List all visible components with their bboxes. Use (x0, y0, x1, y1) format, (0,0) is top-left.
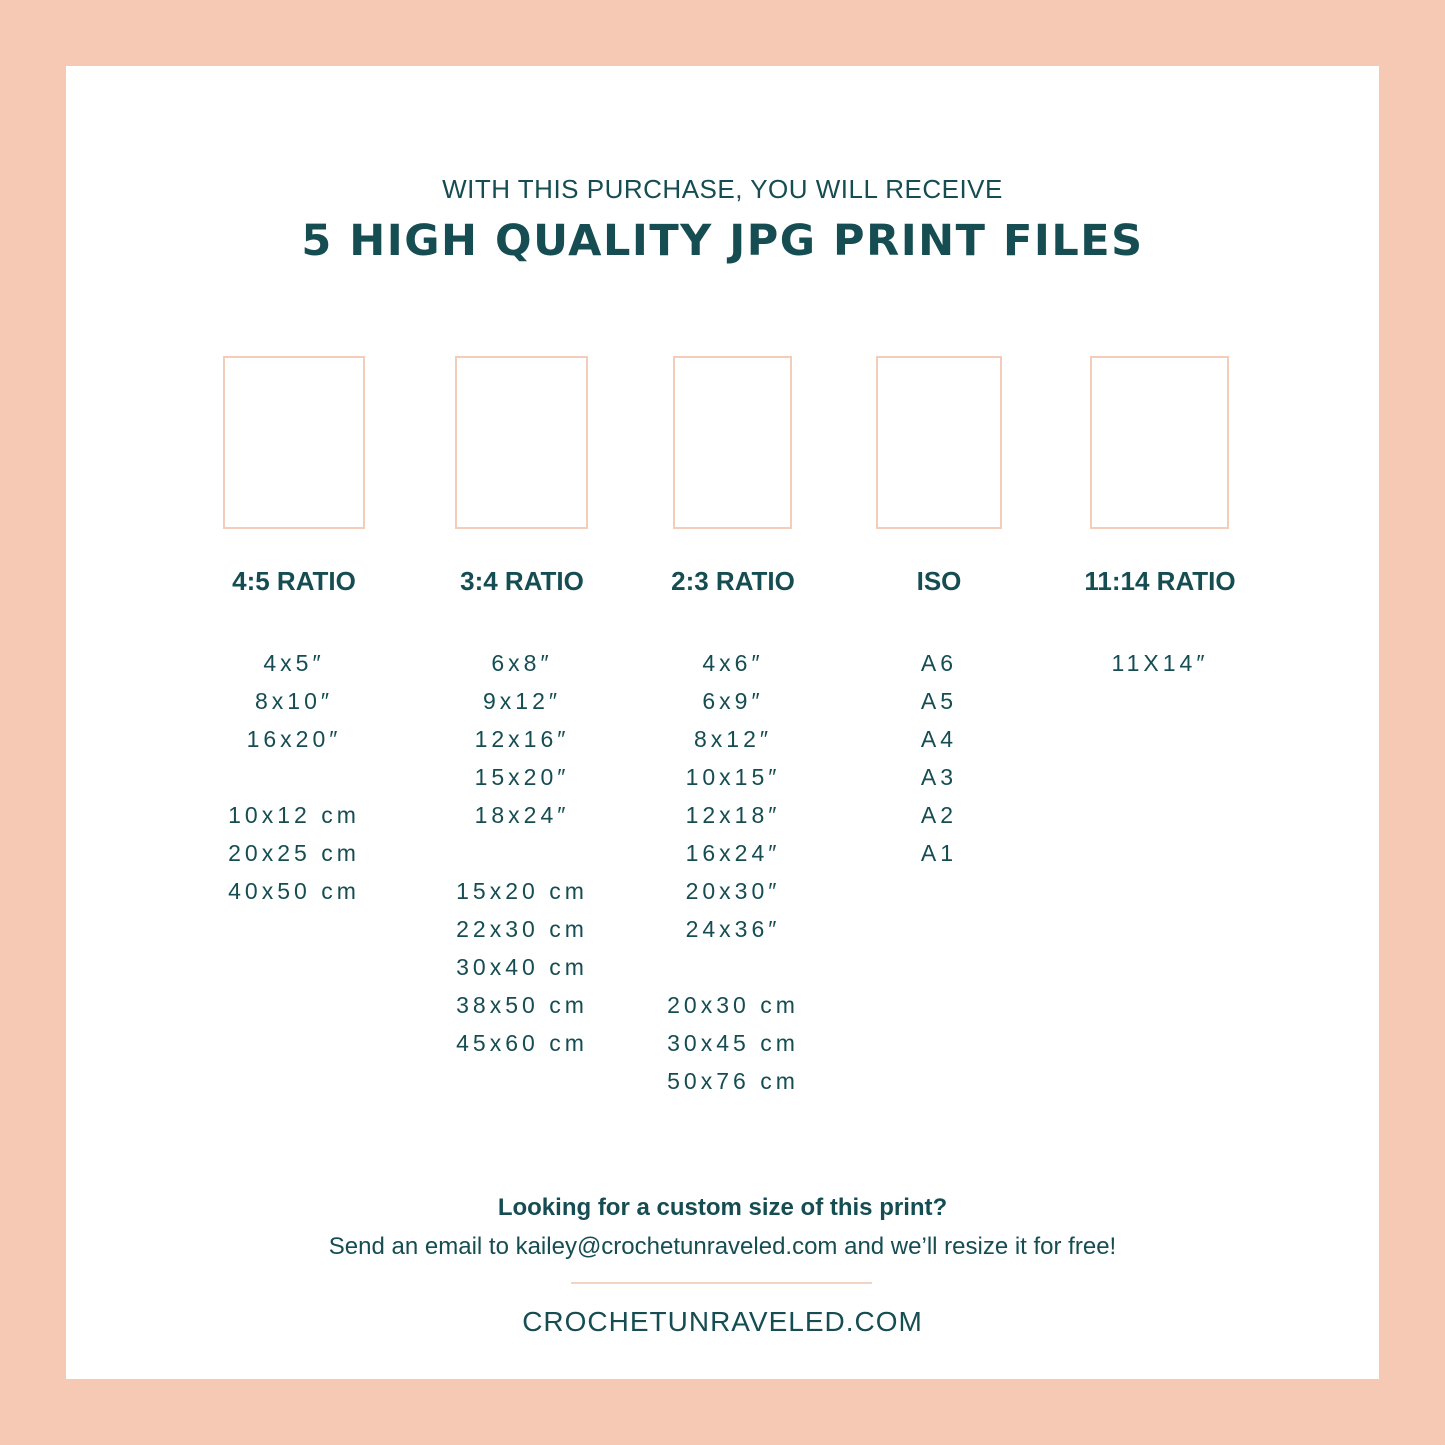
size-list-4-5 (184, 644, 404, 910)
custom-size-message: Send an email to kailey@crochetunraveled.com and we’ll resize it for free! (328, 1233, 1117, 1260)
size-item: 20x25 cm (228, 840, 360, 866)
frame-11-14 (1090, 356, 1229, 529)
size-item: 24x36″ (685, 916, 781, 942)
column-title-iso: ISO (916, 566, 962, 596)
size-item: 8x10″ (254, 688, 334, 714)
size-spacer (184, 758, 404, 796)
frame-iso (876, 356, 1002, 529)
size-item: 4x5″ (263, 650, 325, 676)
size-item: 16x24″ (685, 840, 781, 866)
divider (571, 1282, 872, 1284)
column-title-3-4: 3:4 RATIO (460, 566, 584, 596)
size-item: 18x24″ (474, 802, 570, 828)
page-title: 5 HIGH QUALITY JPG PRINT FILES (301, 216, 1144, 266)
column-title-2-3: 2:3 RATIO (671, 566, 795, 596)
size-item: 30x45 cm (667, 1030, 799, 1056)
size-item: 12x16″ (474, 726, 570, 752)
size-item: 15x20″ (474, 764, 570, 790)
size-list-2-3 (623, 644, 843, 1100)
size-item: 6x9″ (702, 688, 764, 714)
size-item: 22x30 cm (456, 916, 588, 942)
size-list-3-4 (412, 644, 632, 1062)
size-item: A2 (920, 802, 958, 828)
kicker-text: WITH THIS PURCHASE, YOU WILL RECEIVE (442, 174, 1003, 204)
size-list-iso (829, 644, 1049, 872)
info-card (66, 66, 1379, 1379)
size-item: A4 (920, 726, 958, 752)
size-item: 16x20″ (246, 726, 342, 752)
size-item: 30x40 cm (456, 954, 588, 980)
size-item: A3 (920, 764, 958, 790)
frame-3-4 (455, 356, 588, 529)
size-item: 50x76 cm (667, 1068, 799, 1094)
size-item: 20x30″ (685, 878, 781, 904)
size-item: 4x6″ (702, 650, 764, 676)
size-item: 15x20 cm (456, 878, 588, 904)
column-title-4-5: 4:5 RATIO (232, 566, 356, 596)
size-item: 10x12 cm (228, 802, 360, 828)
size-spacer (623, 948, 843, 986)
size-item: 38x50 cm (456, 992, 588, 1018)
size-list-11-14 (1050, 644, 1270, 682)
size-item: 9x12″ (482, 688, 562, 714)
column-title-11-14: 11:14 RATIO (1084, 566, 1236, 596)
frame-4-5 (223, 356, 365, 529)
size-item: 6x8″ (491, 650, 553, 676)
size-spacer (412, 834, 632, 872)
size-item: 8x12″ (693, 726, 773, 752)
frame-2-3 (673, 356, 792, 529)
size-item: A5 (920, 688, 958, 714)
size-item: A6 (920, 650, 958, 676)
custom-size-question: Looking for a custom size of this print? (497, 1194, 948, 1221)
size-item: A1 (920, 840, 958, 866)
size-item: 12x18″ (685, 802, 781, 828)
size-item: 10x15″ (685, 764, 781, 790)
size-item: 40x50 cm (228, 878, 360, 904)
size-item: 11X14″ (1111, 650, 1209, 676)
size-item: 20x30 cm (667, 992, 799, 1018)
size-item: 45x60 cm (456, 1030, 588, 1056)
website-link[interactable]: CROCHETUNRAVELED.COM (522, 1306, 923, 1337)
